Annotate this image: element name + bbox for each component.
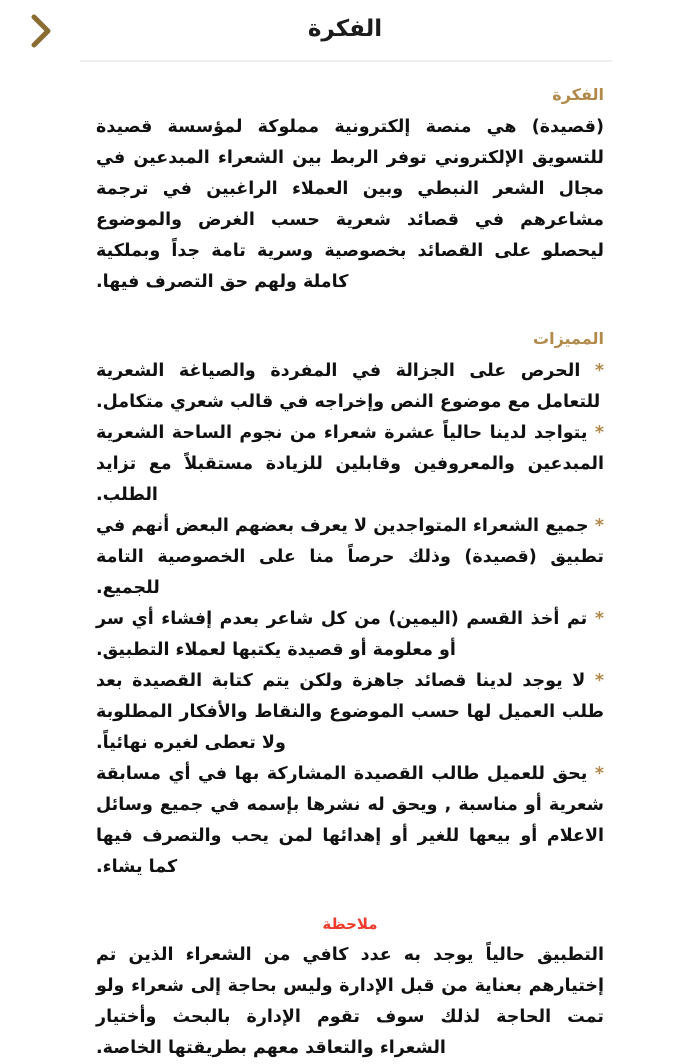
content-area <box>0 62 700 1064</box>
bullet-marker: * <box>594 764 604 784</box>
bullet-marker: * <box>594 516 604 536</box>
list-item-text: يتواجد لدينا حالياً عشرة شعراء من نجوم الساحة الشعرية المبدعين والمعروفين وقابلين للزيادة مستقبلاً مع تزايد الطلب. <box>96 423 604 505</box>
bullet-marker: * <box>594 423 604 443</box>
bullet-marker: * <box>594 361 605 381</box>
header-divider <box>80 60 612 62</box>
section-heading-idea: الفكرة <box>552 85 604 104</box>
list-item-text: الحرص على الجزالة في المفردة والصياغة الشعرية للتعامل مع موضوع النص وإخراجه في قالب شعري متكامل. <box>96 361 601 412</box>
section-heading-features: المميزات <box>533 329 604 348</box>
features-list <box>96 356 604 883</box>
bullet-marker: * <box>594 609 604 629</box>
list-item <box>96 511 604 604</box>
list-item-text: تم أخذ القسم (اليمين) من كل شاعر بعدم إفشاء أي سر أو معلومة أو قصيدة يكتبها لعملاء التطبيق. <box>96 609 588 660</box>
section-heading-note: ملاحظة <box>322 915 378 933</box>
page-title: الفكرة <box>307 16 383 42</box>
list-item-text: لا يوجد لدينا قصائد جاهزة ولكن يتم كتابة القصيدة بعد طلب العميل لها حسب الموضوع والنقاط والأفكار المطلوبة ولا تعطى لغيره نهائياً. <box>96 671 604 753</box>
app-header <box>0 0 700 62</box>
list-item <box>96 666 604 759</box>
list-item <box>96 356 604 418</box>
section-features <box>96 328 604 883</box>
list-item <box>96 604 604 666</box>
list-item-text: يحق للعميل طالب القصيدة المشاركة بها في أي مسابقة شعرية أو مناسبة , ويحق له نشرها بإسمه في جميع وسائل الاعلام أو بيعها للغير أو إهدائها لمن يحب والتصرف فيها كما يشاء. <box>96 764 604 877</box>
chevron-right-icon[interactable] <box>18 8 64 54</box>
list-item <box>96 759 604 883</box>
list-item-text: جميع الشعراء المتواجدين لا يعرف بعضهم البعض أنهم في تطبيق (قصيدة) وذلك حرصاً منا على الخصوصية التامة للجميع. <box>96 516 604 598</box>
idea-paragraph: (قصيدة) هي منصة إلكترونية مملوكة لمؤسسة قصيدة للتسويق الإلكتروني توفر الربط بين الشعراء المبدعين في مجال الشعر النبطي وبين العملاء الراغبين في ترجمة مشاعرهم في قصائد شعرية حسب الغرض والموضوع ليحصلو على القصائد بخصوصية وسرية تامة جداً وبملكية كاملة ولهم حق التصرف فيها. <box>96 117 604 292</box>
list-item <box>96 418 604 511</box>
bullet-marker: * <box>594 671 604 691</box>
section-idea <box>96 84 604 298</box>
section-note <box>96 913 604 1064</box>
note-paragraph: التطبيق حالياً يوجد به عدد كافي من الشعراء الذين تم إختيارهم بعناية من قبل الإدارة وليس بحاجة إلى شعراء ولو تمت الحاجة لذلك سوف تقوم الإدارة بالبحث وأختيار الشعراء والتعاقد معهم بطريقتها الخاصة. <box>96 945 604 1058</box>
